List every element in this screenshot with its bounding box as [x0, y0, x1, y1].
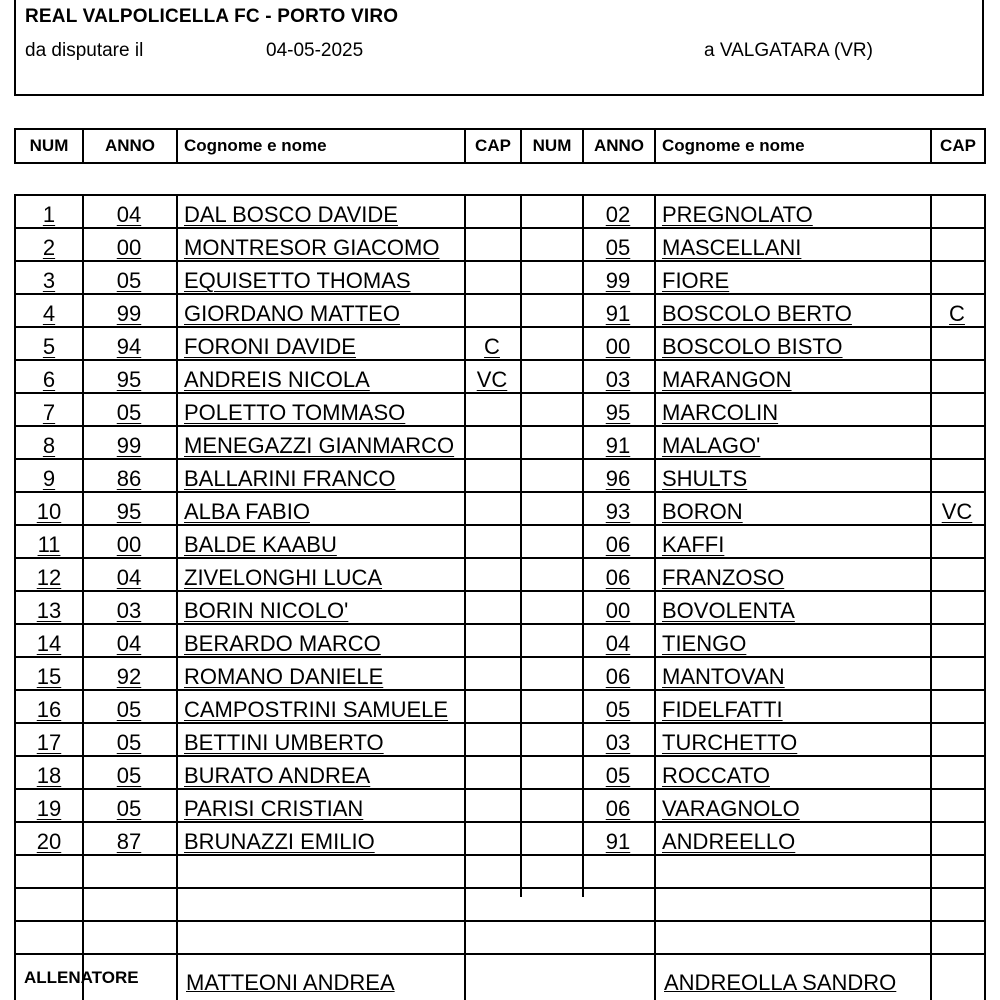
away-player-captain — [930, 233, 984, 262]
grid-line — [16, 887, 984, 889]
away-player-number — [520, 563, 582, 592]
home-player-number: 10 — [36, 499, 62, 524]
home-player-number: 19 — [36, 796, 62, 821]
table-row — [16, 262, 984, 295]
away-player-year: 91 — [605, 433, 631, 458]
away-player-number — [520, 761, 582, 790]
table-row — [16, 757, 984, 790]
away-player-year: 06 — [605, 565, 631, 590]
home-player-name: BURATO ANDREA — [184, 763, 371, 788]
home-player-captain — [464, 530, 520, 559]
home-player-captain — [464, 497, 520, 526]
away-player-number — [520, 233, 582, 262]
home-player-year: 99 — [116, 301, 142, 326]
home-player-number: 18 — [36, 763, 62, 788]
home-player-year: 95 — [116, 367, 142, 392]
home-player-year: 00 — [116, 235, 142, 260]
away-player-number — [520, 200, 582, 229]
col-num-away: NUM — [522, 130, 584, 162]
away-player-captain — [930, 563, 984, 592]
home-player-captain — [464, 761, 520, 790]
table-row — [16, 295, 984, 328]
home-player-year: 87 — [116, 829, 142, 854]
away-player-name: ROCCATO — [662, 763, 770, 788]
col-year-away: ANNO — [584, 130, 656, 162]
away-player-year: 05 — [605, 697, 631, 722]
away-player-number — [520, 299, 582, 328]
away-player-number — [520, 596, 582, 625]
away-player-name: TIENGO — [662, 631, 747, 656]
away-player-number — [520, 695, 582, 724]
away-player-number — [520, 728, 582, 757]
grid-line — [16, 953, 984, 955]
away-player-year: 05 — [605, 235, 631, 260]
away-player-year: 06 — [605, 664, 631, 689]
home-player-number: 5 — [42, 334, 56, 359]
away-player-number — [520, 431, 582, 460]
home-player-year: 05 — [116, 697, 142, 722]
match-date: 04-05-2025 — [266, 40, 364, 61]
away-player-captain — [930, 794, 984, 823]
away-player-year: 03 — [605, 367, 631, 392]
grid-line — [16, 920, 984, 922]
home-player-captain — [464, 200, 520, 229]
away-player-captain — [930, 530, 984, 559]
column-header-row — [14, 128, 986, 164]
away-player-name: MALAGO' — [662, 433, 761, 458]
table-row — [16, 691, 984, 724]
table-row — [16, 790, 984, 823]
away-player-name: KAFFI — [662, 532, 725, 557]
home-player-captain — [464, 398, 520, 427]
away-player-name: FIDELFATTI — [662, 697, 783, 722]
away-player-captain — [930, 431, 984, 460]
home-player-name: BRUNAZZI EMILIO — [184, 829, 375, 854]
home-player-year: 04 — [116, 565, 142, 590]
home-player-year: 95 — [116, 499, 142, 524]
home-player-year: 04 — [116, 202, 142, 227]
home-player-number: 20 — [36, 829, 62, 854]
away-player-year: 93 — [605, 499, 631, 524]
home-player-captain — [464, 233, 520, 262]
away-player-number — [520, 266, 582, 295]
home-player-name: ALBA FABIO — [184, 499, 310, 524]
away-player-captain — [930, 761, 984, 790]
away-player-year: 05 — [605, 763, 631, 788]
away-coach-name: ANDREOLLA SANDRO — [664, 970, 897, 995]
away-player-name: VARAGNOLO — [662, 796, 800, 821]
away-player-year: 06 — [605, 796, 631, 821]
away-player-year: 04 — [605, 631, 631, 656]
home-player-number: 16 — [36, 697, 62, 722]
home-player-name: BALLARINI FRANCO — [184, 466, 396, 491]
home-player-captain — [464, 563, 520, 592]
away-player-name: FRANZOSO — [662, 565, 785, 590]
home-player-year: 05 — [116, 796, 142, 821]
away-player-captain — [930, 266, 984, 295]
home-coach-name: MATTEONI ANDREA — [186, 970, 395, 995]
away-player-captain — [930, 695, 984, 724]
away-player-number — [520, 464, 582, 493]
home-player-year: 99 — [116, 433, 142, 458]
home-player-year: 05 — [116, 400, 142, 425]
match-venue: a VALGATARA (VR) — [704, 40, 873, 61]
away-player-captain — [930, 827, 984, 856]
table-row — [16, 229, 984, 262]
home-player-captain — [464, 662, 520, 691]
away-player-number — [520, 827, 582, 856]
away-player-name: BOSCOLO BERTO — [662, 301, 852, 326]
home-player-name: PARISI CRISTIAN — [184, 796, 364, 821]
home-player-name: BETTINI UMBERTO — [184, 730, 384, 755]
away-player-number — [520, 497, 582, 526]
away-player-name: BOSCOLO BISTO — [662, 334, 843, 359]
home-player-name: MONTRESOR GIACOMO — [184, 235, 440, 260]
home-player-name: BALDE KAABU — [184, 532, 337, 557]
home-player-number: 12 — [36, 565, 62, 590]
table-row — [16, 625, 984, 658]
away-player-name: TURCHETTO — [662, 730, 798, 755]
away-player-year: 02 — [605, 202, 631, 227]
home-player-number: 1 — [42, 202, 56, 227]
table-row — [16, 724, 984, 757]
away-player-captain — [930, 365, 984, 394]
away-player-year: 03 — [605, 730, 631, 755]
home-player-name: GIORDANO MATTEO — [184, 301, 400, 326]
away-player-year: 95 — [605, 400, 631, 425]
home-player-captain — [464, 299, 520, 328]
away-player-year: 00 — [605, 598, 631, 623]
play-date-label: da disputare il — [25, 40, 144, 61]
away-player-name: ANDREELLO — [662, 829, 796, 854]
away-player-year: 99 — [605, 268, 631, 293]
home-player-year: 86 — [116, 466, 142, 491]
away-player-year: 91 — [605, 301, 631, 326]
home-player-captain — [464, 629, 520, 658]
away-player-name: MASCELLANI — [662, 235, 802, 260]
home-player-number: 13 — [36, 598, 62, 623]
table-row — [16, 493, 984, 526]
col-cap-away: CAP — [940, 136, 976, 155]
roster-table — [14, 194, 986, 1000]
home-player-number: 15 — [36, 664, 62, 689]
home-player-year: 05 — [116, 268, 142, 293]
away-player-name: PREGNOLATO — [662, 202, 813, 227]
coach-label: ALLENATORE — [24, 968, 139, 987]
home-player-name: DAL BOSCO DAVIDE — [184, 202, 398, 227]
home-player-name: BERARDO MARCO — [184, 631, 381, 656]
table-row — [16, 823, 984, 856]
table-row — [16, 559, 984, 592]
table-row — [16, 460, 984, 493]
away-player-captain: VC — [941, 499, 973, 524]
table-row — [16, 394, 984, 427]
away-player-name: MANTOVAN — [662, 664, 785, 689]
home-player-captain — [464, 431, 520, 460]
away-player-captain — [930, 464, 984, 493]
away-player-year: 06 — [605, 532, 631, 557]
away-player-number — [520, 398, 582, 427]
home-player-name: POLETTO TOMMASO — [184, 400, 406, 425]
away-player-captain — [930, 662, 984, 691]
table-row — [16, 592, 984, 625]
away-player-captain: C — [949, 301, 965, 326]
away-player-number — [520, 662, 582, 691]
home-player-number: 2 — [42, 235, 56, 260]
match-title: REAL VALPOLICELLA FC - PORTO VIRO — [25, 6, 399, 27]
col-cap-home: CAP — [466, 130, 522, 162]
home-player-captain — [464, 695, 520, 724]
home-player-name: ROMANO DANIELE — [184, 664, 384, 689]
col-num-home: NUM — [16, 130, 84, 162]
col-year-home: ANNO — [84, 130, 178, 162]
home-player-name: ZIVELONGHI LUCA — [184, 565, 383, 590]
home-player-number: 11 — [37, 532, 61, 557]
col-name-away: Cognome e nome — [656, 130, 932, 162]
home-player-captain — [464, 266, 520, 295]
home-player-number: 7 — [42, 400, 56, 425]
away-player-number — [520, 365, 582, 394]
home-player-year: 94 — [116, 334, 142, 359]
away-player-captain — [930, 332, 984, 361]
home-player-number: 17 — [36, 730, 62, 755]
home-player-number: 8 — [42, 433, 56, 458]
table-row — [16, 361, 984, 394]
home-player-number: 6 — [42, 367, 56, 392]
home-player-number: 3 — [42, 268, 56, 293]
away-player-number — [520, 629, 582, 658]
away-player-captain — [930, 728, 984, 757]
col-name-home: Cognome e nome — [178, 130, 466, 162]
away-player-captain — [930, 398, 984, 427]
away-player-number — [520, 332, 582, 361]
home-player-captain — [464, 596, 520, 625]
home-player-captain — [464, 794, 520, 823]
home-player-captain: VC — [476, 367, 508, 392]
away-player-year: 00 — [605, 334, 631, 359]
match-header — [14, 0, 984, 96]
home-player-year: 92 — [116, 664, 142, 689]
away-player-captain — [930, 596, 984, 625]
home-player-year: 05 — [116, 763, 142, 788]
away-player-year: 96 — [605, 466, 631, 491]
table-row — [16, 196, 984, 229]
home-player-name: FORONI DAVIDE — [184, 334, 356, 359]
away-player-captain — [930, 629, 984, 658]
home-player-captain — [464, 464, 520, 493]
home-player-year: 03 — [116, 598, 142, 623]
home-player-number: 4 — [42, 301, 56, 326]
away-player-captain — [930, 200, 984, 229]
home-player-year: 00 — [116, 532, 142, 557]
home-player-captain — [464, 827, 520, 856]
home-player-year: 04 — [116, 631, 142, 656]
away-player-name: BORON — [662, 499, 743, 524]
home-player-number: 14 — [36, 631, 62, 656]
home-player-captain: C — [484, 334, 500, 359]
home-player-number: 9 — [42, 466, 56, 491]
home-player-name: CAMPOSTRINI SAMUELE — [184, 697, 449, 722]
away-player-name: FIORE — [662, 268, 730, 293]
home-player-captain — [464, 728, 520, 757]
away-player-name: BOVOLENTA — [662, 598, 795, 623]
home-player-year: 05 — [116, 730, 142, 755]
table-row — [16, 658, 984, 691]
home-player-name: BORIN NICOLO' — [184, 598, 349, 623]
away-player-number — [520, 530, 582, 559]
home-player-name: MENEGAZZI GIANMARCO — [184, 433, 455, 458]
away-player-name: SHULTS — [662, 466, 748, 491]
home-player-name: EQUISETTO THOMAS — [184, 268, 411, 293]
table-row — [16, 328, 984, 361]
home-player-name: ANDREIS NICOLA — [184, 367, 370, 392]
table-row — [16, 526, 984, 559]
away-player-name: MARANGON — [662, 367, 792, 392]
table-row — [16, 427, 984, 460]
away-player-number — [520, 794, 582, 823]
away-player-year: 91 — [605, 829, 631, 854]
away-player-name: MARCOLIN — [662, 400, 779, 425]
